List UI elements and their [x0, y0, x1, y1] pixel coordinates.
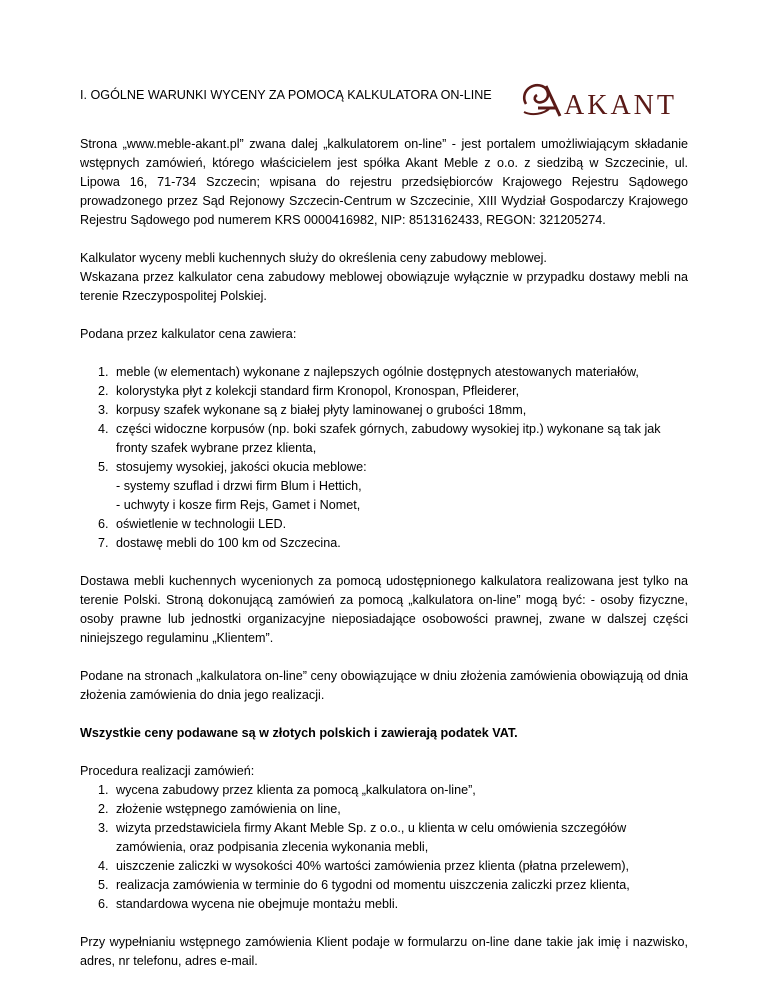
list-item: 1. wycena zabudowy przez klienta za pomocą „kalkulatora on-line”, [98, 783, 476, 797]
form-note-paragraph: Przy wypełnianiu wstępnego zamówienia Klient podaje w formularzu on-line dane takie jak imię i nazwisko, adres, nr telefonu, adres e-mail. [80, 935, 688, 968]
intro-paragraph: Strona „www.meble-akant.pl” zwana dalej „kalkulatorem on-line” - jest portalem umożliwiającym składanie wstępnych zamówień, którego właścicielem jest spółka Akant Meble z o.o. z siedzibą w Szczecinie, ul. Lipowa 16, 71-734 Szczecin; wpisana do rejestru przedsiębiorców Krajowego Rejestru Sądowego prowadzonego przez Sąd Rejonowy Szczecin-Centrum w Szczecinie, XIII Wydział Gospodarczy Krajowego Rejestru Sądowego pod numerem KRS 0000416982, NIP: 8513162433, REGON: 321205274. [80, 137, 688, 227]
list-item: 4. uiszczenie zaliczki w wysokości 40% wartości zamówienia przez klienta (płatna przelewem), [98, 859, 630, 873]
prices-valid-paragraph: Podane na stronach „kalkulatora on-line” ceny obowiązujące w dniu złożenia zamówienia obowiązują od dnia złożenia zamówienia do dnia jego realizacji. [80, 669, 688, 702]
list-item: 3. wizyta przedstawiciela firmy Akant Meble Sp. z o.o., u klienta w celu omówienia szczegółów zamówienia, oraz podpisania zlecenia wykonania mebli, [98, 821, 627, 854]
list-subitem: - uchwyty i kosze firm Rejs, Gamet i Nomet, [116, 498, 361, 512]
list-item: 1. meble (w elementach) wykonane z najlepszych ogólnie dostępnych atestowanych materiałów, [98, 365, 639, 379]
price-includes-title: Podana przez kalkulator cena zawiera: [80, 327, 297, 341]
list-subitem: - systemy szuflad i drzwi firm Blum i Hettich, [116, 479, 362, 493]
procedure-list [80, 781, 688, 914]
procedure-title: Procedura realizacji zamówień: [80, 764, 255, 778]
price-includes-list [80, 363, 688, 553]
list-item: 3. korpusy szafek wykonane są z białej płyty laminowanej o grubości 18mm, [98, 403, 527, 417]
list-item: 4. części widoczne korpusów (np. boki szafek górnych, zabudowy wysokiej itp.) wykonane są tak jak fronty szafek wybrane przez klienta, [98, 422, 661, 455]
section-heading: I. OGÓLNE WARUNKI WYCENY ZA POMOCĄ KALKULATORA ON-LINE [80, 88, 492, 102]
akant-logo [516, 74, 686, 124]
list-item: 2. złożenie wstępnego zamówienia on line, [98, 802, 341, 816]
document-body [80, 135, 688, 971]
vat-note: Wszystkie ceny podawane są w złotych polskich i zawierają podatek VAT. [80, 726, 518, 740]
akant-logo-mark [516, 74, 686, 124]
list-item: 5. realizacja zamówienia w terminie do 6 tygodni od momentu uiszczenia zaliczki przez klienta, [98, 878, 630, 892]
list-item: 2. kolorystyka płyt z kolekcji standard firm Kronopol, Kronospan, Pfleiderer, [98, 384, 520, 398]
logo-text: AKANT [564, 90, 677, 121]
calculator-scope: Wskazana przez kalkulator cena zabudowy meblowej obowiązuje wyłącznie w przypadku dostawy mebli na terenie Rzeczypospolitej Polskiej. [80, 270, 688, 303]
list-item: 5. stosujemy wysokiej, jakości okucia meblowe: - systemy szuflad i drzwi firm Blum i Hettich, - uchwyty i kosze firm Rejs, Gamet i Nomet, [80, 458, 688, 515]
list-item: 6. standardowa wycena nie obejmuje montażu mebli. [98, 897, 399, 911]
calculator-purpose: Kalkulator wyceny mebli kuchennych służy do określenia ceny zabudowy meblowej. [80, 251, 547, 265]
list-item: 7. dostawę mebli do 100 km od Szczecina. [98, 536, 341, 550]
list-item: 6. oświetlenie w technologii LED. [98, 517, 287, 531]
delivery-paragraph: Dostawa mebli kuchennych wycenionych za pomocą udostępnionego kalkulatora realizowana jest tylko na terenie Polski. Stroną dokonującą zamówień za pomocą „kalkulatora on-line” mogą być: - osoby fizyczne, osoby prawne lub jednostki organizacyjne nieposiadające osobowości prawnej, zwane w dalszej części niniejszego regulaminu „Klientem”. [80, 574, 688, 645]
